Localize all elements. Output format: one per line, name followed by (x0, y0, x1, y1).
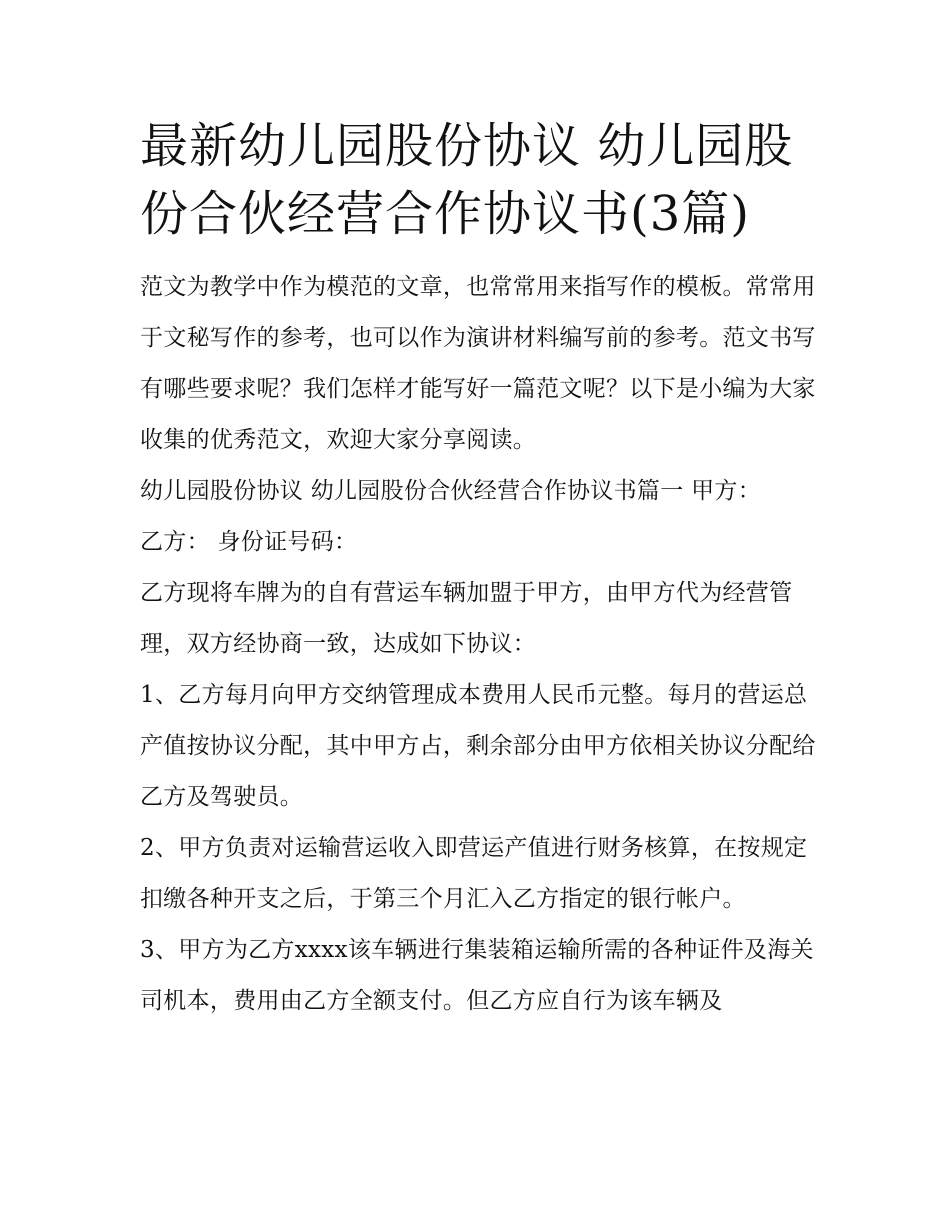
paragraph-party-a: 幼儿园股份协议 幼儿园股份合伙经营合作协议书篇一 甲方： (140, 478, 762, 504)
paragraph-intro: 范文为教学中作为模范的文章，也常常用来指写作的模板。常常用于文秘写作的参考，也可以作为演讲材料编写前的参考。范文书写有哪些要求呢？我们怎样才能写好一篇范文呢？以下是小编为大家收集的优秀范文，欢迎大家分享阅读。 (140, 274, 816, 453)
paragraph-party-b: 乙方： 身份证号码： (140, 529, 358, 555)
document-page (140, 112, 820, 1027)
clause-3: 3、甲方为乙方xxxx该车辆进行集装箱运输所需的各种证件及海关司机本，费用由乙方全额支付。但乙方应自行为该车辆及 (140, 937, 814, 1014)
paragraph-agreement-intro: 乙方现将车牌为的自有营运车辆加盟于甲方，由甲方代为经营管理，双方经协商一致，达成如下协议： (140, 580, 793, 657)
clause-2: 2、甲方负责对运输营运收入即营运产值进行财务核算，在按规定扣缴各种开支之后，于第三个月汇入乙方指定的银行帐户。 (140, 835, 808, 912)
document-title: 最新幼儿园股份协议 幼儿园股份合伙经营合作协议书(3篇) (140, 118, 794, 242)
clause-1: 1、乙方每月向甲方交纳管理成本费用人民币元整。每月的营运总产值按协议分配，其中甲方占，剩余部分由甲方依相关协议分配给乙方及驾驶员。 (140, 682, 816, 810)
